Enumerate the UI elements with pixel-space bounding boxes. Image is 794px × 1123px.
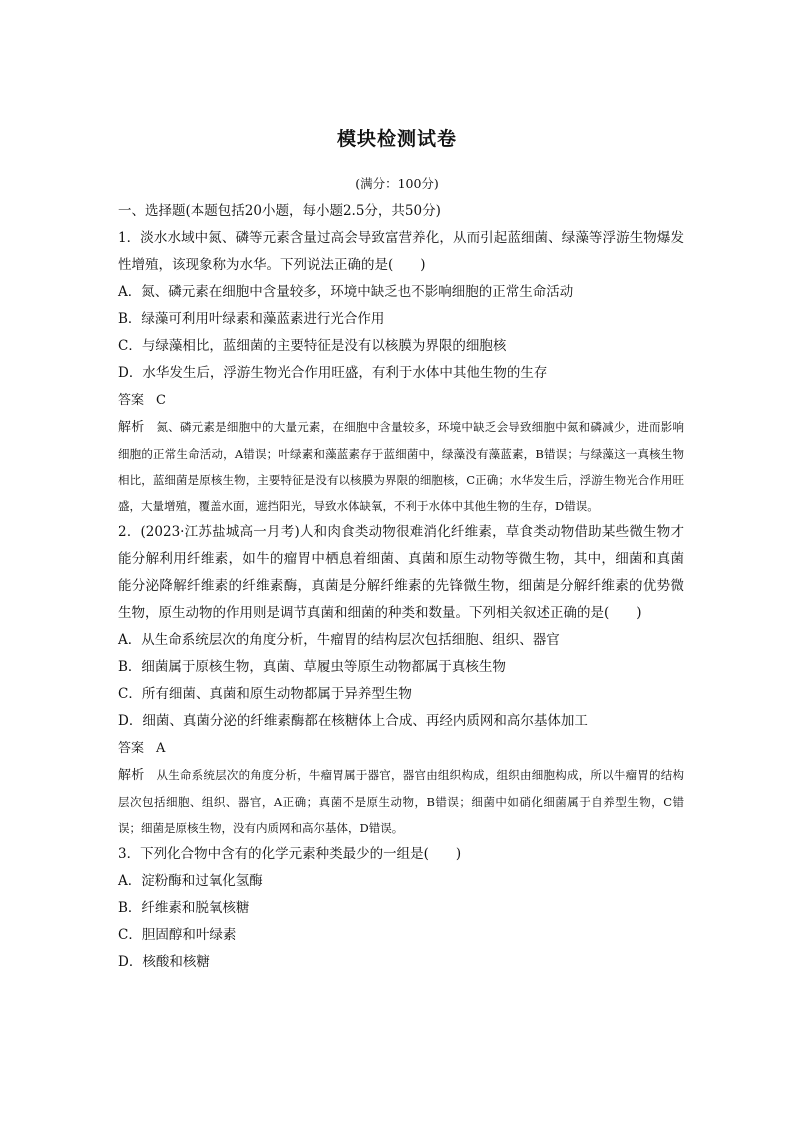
question-stem: 3．下列化合物中含有的化学元素种类最少的一组是( ) bbox=[118, 846, 462, 862]
explanation-text: 从生命系统层次的角度分析，牛瘤胃属于器官，器官由组织构成，组织由细胞构成，所以牛瘤胃的结构层次包括细胞、组织、器官，A正确；真菌不是原生动物，B错误；细菌中如硝化细菌属于自养型生物，C错误；细菌是原核生物，没有内质网和高尔基体，D错误。 bbox=[118, 768, 684, 835]
answer-label: 答案 bbox=[118, 393, 145, 408]
explanation bbox=[118, 414, 684, 519]
option-d: D．核酸和核糖 bbox=[118, 954, 210, 970]
question-1 bbox=[118, 225, 684, 519]
answer-line bbox=[118, 387, 684, 414]
answer-value: A bbox=[156, 741, 166, 756]
option-c: C．所有细菌、真菌和原生动物都属于异养型生物 bbox=[118, 686, 412, 702]
answer-label: 答案 bbox=[118, 741, 145, 756]
answer-line bbox=[118, 735, 684, 762]
explanation bbox=[118, 762, 684, 841]
option-a: A．氮、磷元素在细胞中含量较多，环境中缺乏也不影响细胞的正常生命活动 bbox=[118, 284, 574, 300]
option-a: A．淀粉酶和过氧化氢酶 bbox=[118, 873, 263, 889]
question-2 bbox=[118, 519, 684, 841]
score-note: (满分：100分) bbox=[355, 176, 439, 191]
option-b: B．纤维素和脱氧核糖 bbox=[118, 900, 250, 916]
content-body bbox=[118, 198, 684, 976]
explanation-text: 氮、磷元素是细胞中的大量元素，在细胞中含量较多，环境中缺乏会导致细胞中氮和磷减少，进而影响细胞的正常生命活动，A错误；叶绿素和藻蓝素存于蓝细菌中，绿藻没有藻蓝素，B错误；与绿藻这一真核生物相比，蓝细菌是原核生物，主要特征是没有以核膜为界限的细胞核，C正确；水华发生后，浮游生物光合作用旺盛，大量增殖，覆盖水面，遮挡阳光，导致水体缺氧，不利于水体中其他生物的生存，D错误。 bbox=[118, 420, 684, 513]
question-stem: 2．(2023·江苏盐城高一月考)人和肉食类动物很难消化纤维素，草食类动物借助某些微生物才能分解利用纤维素，如牛的瘤胃中栖息着细菌、真菌和原生动物等微生物，其中，细菌和真菌能分泌降解纤维素的纤维素酶，真菌是分解纤维素的先锋微生物，细菌是分解纤维素的优势微生物，原生动物的作用则是调节真菌和细菌的种类和数量。下列相关叙述正确的是( ) bbox=[118, 524, 684, 621]
option-c: C．与绿藻相比，蓝细菌的主要特征是没有以核膜为界限的细胞核 bbox=[118, 338, 507, 354]
question-3 bbox=[118, 841, 684, 976]
question-stem: 1．淡水水域中氮、磷等元素含量过高会导致富营养化，从而引起蓝细菌、绿藻等浮游生物爆发性增殖，该现象称为水华。下列说法正确的是( ) bbox=[118, 230, 684, 273]
option-a: A．从生命系统层次的角度分析，牛瘤胃的结构层次包括细胞、组织、器官 bbox=[118, 632, 560, 648]
explanation-label: 解析 bbox=[118, 768, 145, 783]
section-heading: 一、选择题(本题包括20小题，每小题2.5分，共50分) bbox=[118, 203, 441, 219]
option-d: D．细菌、真菌分泌的纤维素酶都在核糖体上合成、再经内质网和高尔基体加工 bbox=[118, 713, 588, 729]
page-title: 模块检测试卷 bbox=[336, 128, 457, 150]
answer-value: C bbox=[156, 393, 166, 408]
option-c: C．胆固醇和叶绿素 bbox=[118, 927, 237, 943]
explanation-label: 解析 bbox=[118, 420, 145, 435]
option-b: B．绿藻可利用叶绿素和藻蓝素进行光合作用 bbox=[118, 311, 385, 327]
option-d: D．水华发生后，浮游生物光合作用旺盛，有利于水体中其他生物的生存 bbox=[118, 365, 548, 381]
option-b: B．细菌属于原核生物，真菌、草履虫等原生动物都属于真核生物 bbox=[118, 659, 506, 675]
